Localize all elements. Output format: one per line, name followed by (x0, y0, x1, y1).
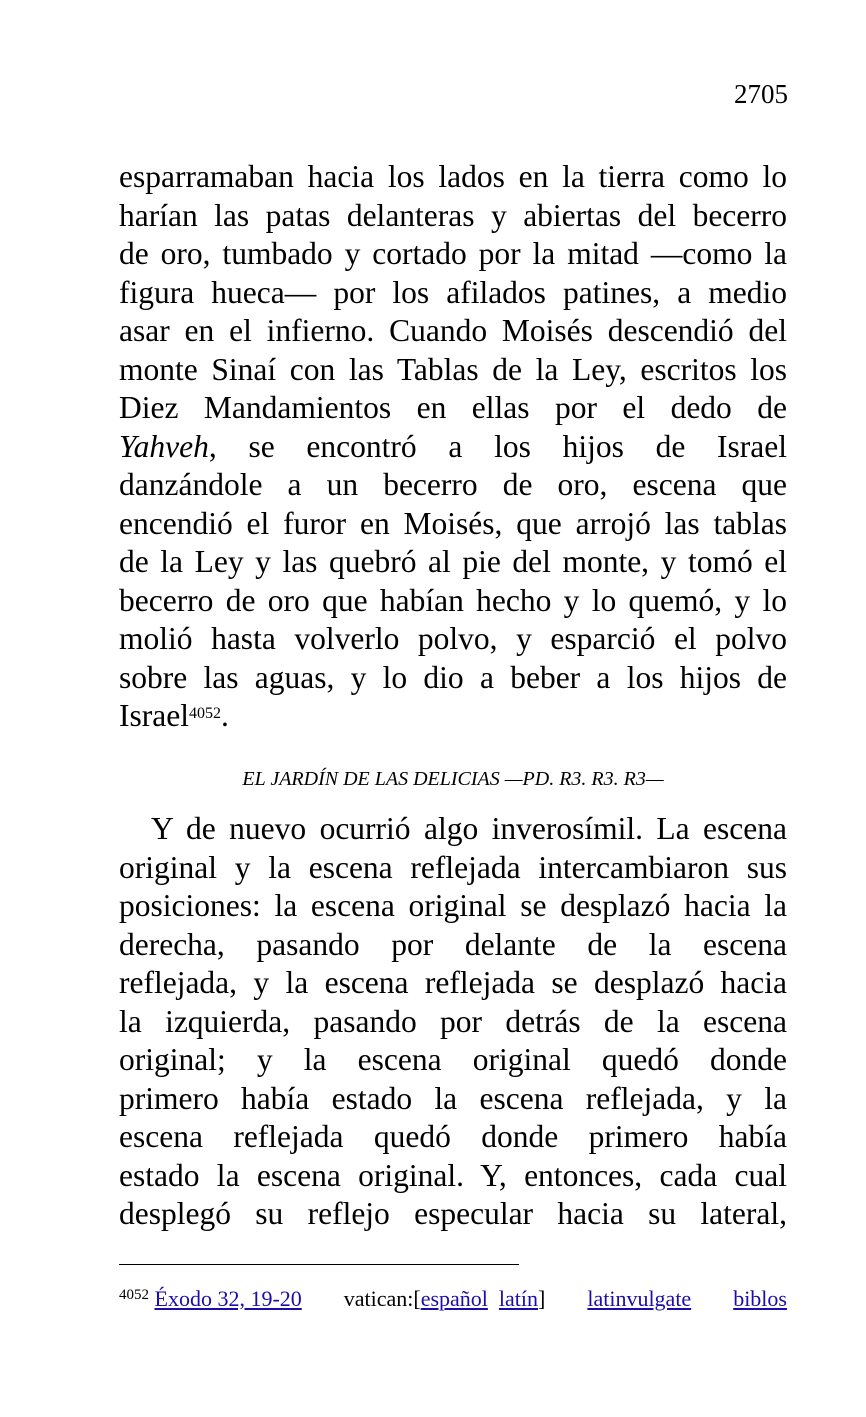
vatican-label: vatican:[ (343, 1286, 421, 1311)
text-line: Diez Mandamientos en ellas por el dedo de (119, 390, 787, 425)
footnote-vatican-group (344, 1284, 546, 1314)
text-line: estado la escena original. Y, entonces, cada cual (119, 1157, 787, 1193)
latin-link[interactable]: latín (498, 1286, 539, 1311)
footnote-number: 4052 (119, 1287, 149, 1303)
text-line: escena reflejada quedó donde primero había (119, 1119, 787, 1154)
footnote-divider (119, 1264, 519, 1265)
end-punctuation: . (220, 698, 229, 733)
text-line: danzándole a un becerro de oro, escena que (119, 467, 787, 502)
vatican-close-bracket: ] (538, 1286, 546, 1311)
biblos-link[interactable]: biblos (733, 1286, 787, 1311)
text-line-with-italic (119, 428, 787, 467)
text-line: original y la escena reflejada intercambiaron sus (119, 849, 787, 885)
text-line: monte Sinaí con las Tablas de la Ley, escritos los (119, 351, 787, 387)
section-heading: EL JARDÍN DE LAS DELICIAS —PD. R3. R3. R3— (242, 768, 664, 790)
text-line: derecha, pasando por delante de la escena (119, 926, 787, 962)
text-line: Y de nuevo ocurrió algo inverosímil. La escena (151, 811, 787, 846)
text-line: de oro, tumbado y cortado por la mitad —como la (119, 236, 787, 271)
footnote-main (119, 1284, 302, 1314)
text-line-last (119, 697, 787, 736)
text-line-word: Israel (119, 698, 189, 733)
text-line: asar en el infierno. Cuando Moisés descendió del (119, 313, 787, 348)
exodus-reference-link[interactable]: Éxodo 32, 19-20 (154, 1286, 302, 1311)
footnote-reference[interactable]: 4052 (188, 705, 221, 722)
espanol-link[interactable]: español (420, 1286, 488, 1311)
text-line: molió hasta volverlo polvo, y esparció el polvo (119, 621, 787, 656)
text-line: de la Ley y las quebró al pie del monte, y tomó el (119, 544, 787, 579)
text-line: la izquierda, pasando por detrás de la escena (119, 1003, 787, 1039)
latinvulgate-link[interactable]: latinvulgate (587, 1286, 692, 1311)
text-line: posiciones: la escena original se desplazó hacia la (119, 888, 787, 923)
text-line: reflejada, y la escena reflejada se desplazó hacia (119, 965, 787, 1000)
text-line: sobre las aguas, y lo dio a beber a los hijos de (119, 659, 787, 695)
text-line: figura hueca— por los afilados patines, a medio (119, 274, 787, 310)
italic-word-yahveh: Yahveh (119, 428, 209, 464)
text-line: original; y la escena original quedó donde (119, 1042, 787, 1077)
text-line: becerro de oro que habían hecho y lo quemó, y lo (119, 582, 787, 618)
footnote (119, 1284, 787, 1314)
body-paragraph-2 (119, 810, 787, 1234)
text-line-rest: , se encontró a los hijos de Israel (208, 428, 787, 464)
text-line: esparramaban hacia los lados en la tierra como lo (119, 159, 787, 194)
body-paragraph-1 (119, 158, 787, 736)
text-line: encendió el furor en Moisés, que arrojó las tablas (119, 505, 787, 541)
text-line: primero había estado la escena reflejada, y la (119, 1080, 787, 1116)
text-line: desplegó su reflejo especular hacia su lateral, (119, 1196, 787, 1231)
page-number: 2705 (734, 79, 788, 109)
text-line: harían las patas delanteras y abiertas del becerro (119, 197, 787, 233)
